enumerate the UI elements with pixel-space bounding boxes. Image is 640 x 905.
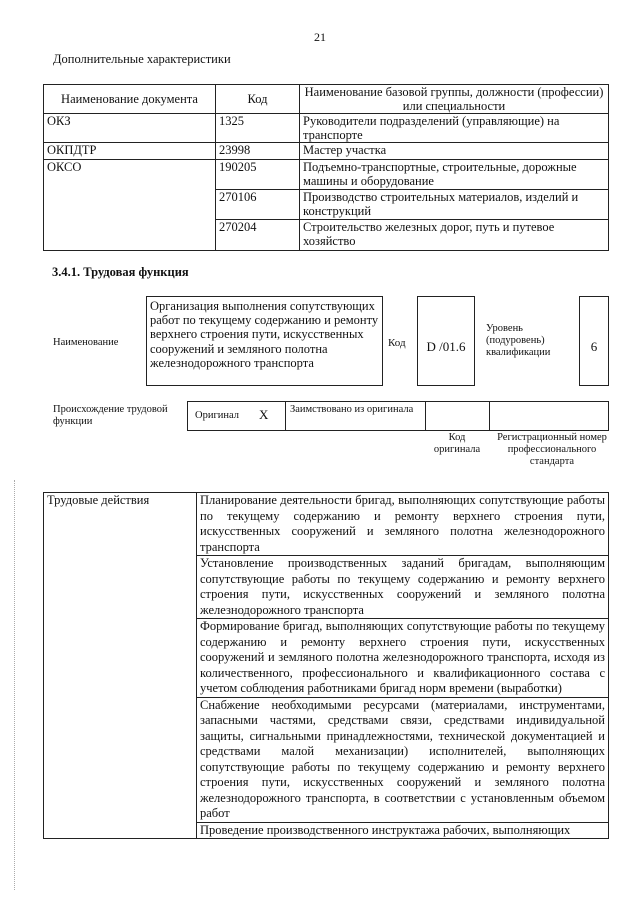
cell-code: 270204 — [216, 220, 300, 251]
function-name-box: Организация выполнения сопутствующих работ по текущему содержанию и ремонту верхнего строения пути, искусственных сооружений и земляного полотна железнодорожного транспорта — [146, 296, 383, 386]
action-item: Планирование деятельности бригад, выполняющих сопутствующие работы по текущему содержанию и ремонту верхнего строения пути, искусственных сооружений и земляного полотна железнодорожного транспорта — [197, 493, 609, 556]
registration-caption: Регистрационный номер профессионального стандарта — [497, 432, 607, 467]
header-code: Код — [216, 85, 300, 114]
header-name: Наименование базовой группы, должности (профессии) или специальности — [300, 85, 609, 114]
borrowed-label: Заимствовано из оригинала — [290, 404, 414, 415]
section-title: 3.4.1. Трудовая функция — [52, 265, 189, 279]
table-row — [44, 160, 609, 190]
action-item: Установление производственных заданий бригадам, выполняющим сопутствующие работы по текущему содержанию и ремонту верхнего строения пути, искусственных сооружений и земляного полотна железнодорожного транспорта — [197, 556, 609, 619]
name-label: Наименование — [53, 337, 119, 348]
divider — [489, 402, 490, 430]
cell-name: Производство строительных материалов, изделий и конструкций — [300, 190, 609, 220]
table-header-row — [44, 85, 609, 114]
labor-actions-table — [43, 492, 609, 839]
cell-code: 23998 — [216, 143, 300, 160]
table-row — [44, 114, 609, 143]
header-document: Наименование документа — [44, 85, 216, 114]
original-mark: X — [259, 407, 269, 422]
scan-margin-line — [14, 480, 16, 890]
cell-document: ОКСО — [44, 160, 216, 251]
actions-label: Трудовые действия — [44, 493, 197, 839]
cell-code: 270106 — [216, 190, 300, 220]
table-row — [44, 143, 609, 160]
cell-name: Мастер участка — [300, 143, 609, 160]
origin-label: Происхождение трудовой функции — [53, 404, 168, 427]
code-label: Код — [388, 337, 406, 349]
cell-document: ОКЗ — [44, 114, 216, 143]
divider — [285, 402, 286, 430]
level-label: Уровень (подуровень) квалификации — [486, 323, 551, 358]
characteristics-table — [43, 84, 609, 251]
action-item: Формирование бригад, выполняющих сопутствующие работы по текущему содержанию и ремонту верхнего строения пути, искусственных сооружений и земляного полотна железнодорожного транспорта, исходя из количественного, профессионального и квалификационного состава с учетом соблюдения работниками бригад норм времени (выработки) — [197, 619, 609, 698]
function-code-box: D /01.6 — [417, 296, 475, 386]
cell-code: 1325 — [216, 114, 300, 143]
section-heading: Дополнительные характеристики — [53, 52, 231, 66]
page-number: 21 — [314, 30, 326, 44]
cell-name: Строительство железных дорог, путь и путевое хозяйство — [300, 220, 609, 251]
original-label: Оригинал — [195, 410, 239, 421]
action-item: Проведение производственного инструктажа рабочих, выполняющих — [197, 822, 609, 839]
cell-name: Руководители подразделений (управляющие) на транспорте — [300, 114, 609, 143]
table-row — [44, 493, 609, 556]
action-item: Снабжение необходимыми ресурсами (материалами, инструментами, запасными частями, средствами связи, средствами индивидуальной защиты, сигнальными принадлежностями, технической документацией и средствами малой механизации) исполнителей, выполняющих сопутствующие работы по текущему содержанию и ремонту верхнего строения пути, искусственных сооружений и земляного полотна железнодорожного транспорта, в соответствии с установленным объемом работ — [197, 697, 609, 822]
origin-row — [187, 401, 609, 431]
cell-document: ОКПДТР — [44, 143, 216, 160]
cell-name: Подъемно-транспортные, строительные, дорожные машины и оборудование — [300, 160, 609, 190]
code-caption: Код оригинала — [433, 432, 481, 455]
qualification-level-box: 6 — [579, 296, 609, 386]
divider — [425, 402, 426, 430]
cell-code: 190205 — [216, 160, 300, 190]
